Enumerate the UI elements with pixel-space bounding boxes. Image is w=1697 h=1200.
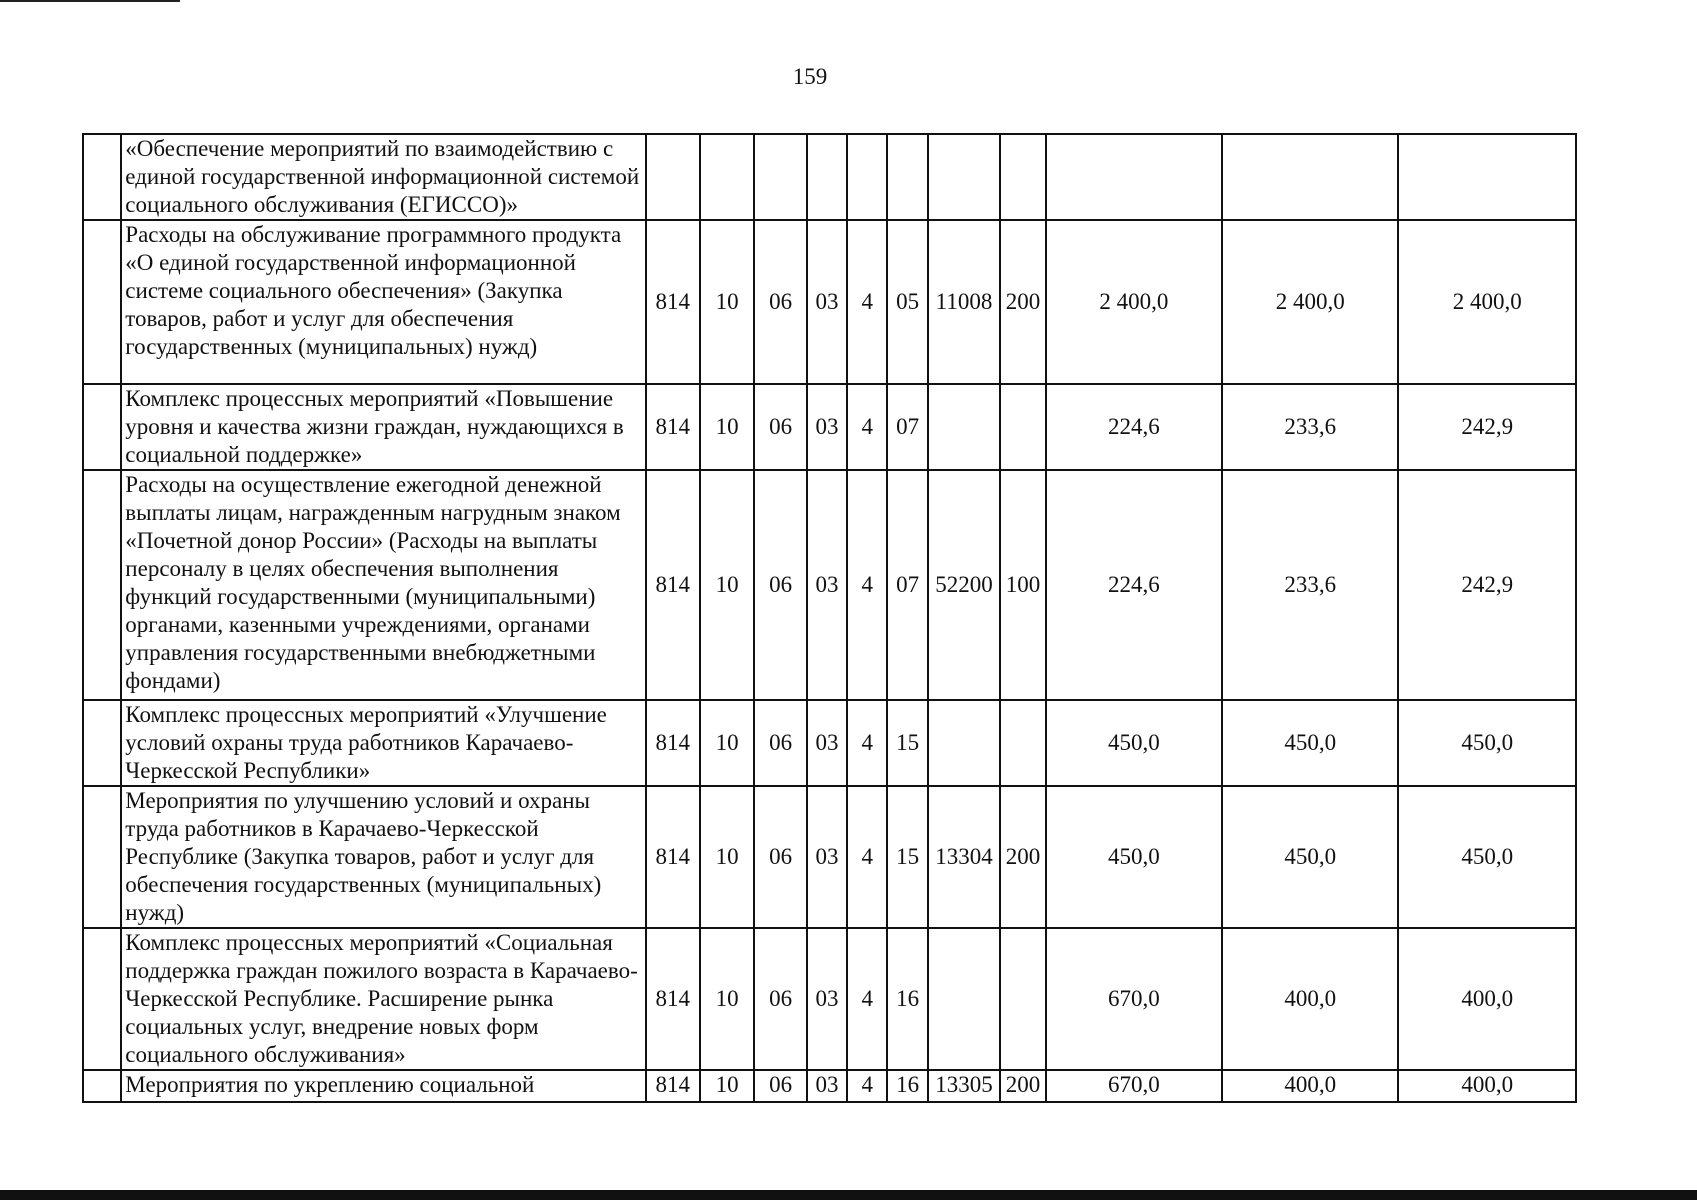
amount-year-1 — [1046, 134, 1222, 220]
amount-year-1: 450,0 — [1046, 786, 1222, 928]
code-expense-type — [1000, 134, 1045, 220]
row-description: Мероприятия по укреплению социальной — [121, 1070, 645, 1102]
row-index-cell — [83, 928, 121, 1070]
amount-year-3: 450,0 — [1398, 786, 1576, 928]
code-ministry: 814 — [646, 786, 700, 928]
code-subsection: 06 — [754, 470, 806, 700]
code-type: 4 — [847, 384, 887, 470]
code-section: 10 — [700, 470, 754, 700]
code-subsection: 06 — [754, 786, 806, 928]
code-direction: 13305 — [928, 1070, 1001, 1102]
code-complex: 05 — [887, 220, 927, 384]
code-type: 4 — [847, 220, 887, 384]
amount-year-3 — [1398, 134, 1576, 220]
code-program: 03 — [807, 1070, 847, 1102]
row-index-cell — [83, 700, 121, 786]
row-description: Комплекс процессных мероприятий «Повышение уровня и качества жизни граждан, нуждающихся в социальной поддержке» — [121, 384, 645, 470]
amount-year-3: 400,0 — [1398, 928, 1576, 1070]
code-type: 4 — [847, 470, 887, 700]
amount-year-1: 670,0 — [1046, 928, 1222, 1070]
table-row — [83, 700, 1576, 786]
code-type — [847, 134, 887, 220]
amount-year-1: 224,6 — [1046, 384, 1222, 470]
row-index-cell — [83, 134, 121, 220]
code-expense-type: 200 — [1000, 1070, 1045, 1102]
code-subsection: 06 — [754, 928, 806, 1070]
amount-year-3: 2 400,0 — [1398, 220, 1576, 384]
code-expense-type: 100 — [1000, 470, 1045, 700]
code-complex: 07 — [887, 384, 927, 470]
amount-year-1: 670,0 — [1046, 1070, 1222, 1102]
amount-year-3: 400,0 — [1398, 1070, 1576, 1102]
code-section: 10 — [700, 928, 754, 1070]
row-description: Комплекс процессных мероприятий «Улучшение условий охраны труда работников Карачаево-Черкесской Республики» — [121, 700, 645, 786]
code-ministry: 814 — [646, 384, 700, 470]
amount-year-2: 233,6 — [1222, 470, 1398, 700]
code-complex — [887, 134, 927, 220]
code-direction — [928, 134, 1001, 220]
code-ministry: 814 — [646, 700, 700, 786]
code-section: 10 — [700, 1070, 754, 1102]
row-description: «Обеспечение мероприятий по взаимодействию с единой государственной информационной системой социального обслуживания (ЕГИССО)» — [121, 134, 645, 220]
scan-edge-bar — [0, 1190, 1697, 1200]
table-row — [83, 928, 1576, 1070]
code-complex: 07 — [887, 470, 927, 700]
table-row — [83, 384, 1576, 470]
code-ministry: 814 — [646, 1070, 700, 1102]
amount-year-3: 242,9 — [1398, 470, 1576, 700]
row-index-cell — [83, 220, 121, 384]
row-description: Расходы на осуществление ежегодной денежной выплаты лицам, награжденным нагрудным знаком «Почетной донор России» (Расходы на выплаты персоналу в целях обеспечения выполнения функций государственными (муниципальными) органами, казенными учреждениями, органами управления государственными внебюджетными фондами) — [121, 470, 645, 700]
code-subsection: 06 — [754, 384, 806, 470]
code-type: 4 — [847, 928, 887, 1070]
code-program: 03 — [807, 928, 847, 1070]
table-row — [83, 786, 1576, 928]
row-index-cell — [83, 470, 121, 700]
code-expense-type: 200 — [1000, 220, 1045, 384]
scan-artifact-line — [0, 0, 180, 2]
table-row — [83, 1070, 1576, 1102]
code-subsection: 06 — [754, 220, 806, 384]
row-description: Комплекс процессных мероприятий «Социальная поддержка граждан пожилого возраста в Карачаево-Черкесской Республике. Расширение рынка социальных услуг, внедрение новых форм социального обслуживания» — [121, 928, 645, 1070]
code-expense-type — [1000, 700, 1045, 786]
amount-year-3: 450,0 — [1398, 700, 1576, 786]
code-section: 10 — [700, 220, 754, 384]
code-subsection: 06 — [754, 1070, 806, 1102]
code-program: 03 — [807, 470, 847, 700]
code-program: 03 — [807, 700, 847, 786]
code-type: 4 — [847, 700, 887, 786]
code-direction: 13304 — [928, 786, 1001, 928]
amount-year-2: 2 400,0 — [1222, 220, 1398, 384]
code-direction: 52200 — [928, 470, 1001, 700]
code-direction — [928, 384, 1001, 470]
amount-year-2 — [1222, 134, 1398, 220]
code-subsection — [754, 134, 806, 220]
code-subsection: 06 — [754, 700, 806, 786]
code-section: 10 — [700, 384, 754, 470]
code-section — [700, 134, 754, 220]
code-type: 4 — [847, 1070, 887, 1102]
table-row — [83, 220, 1576, 384]
row-index-cell — [83, 786, 121, 928]
budget-table — [82, 133, 1577, 1103]
code-expense-type — [1000, 928, 1045, 1070]
row-description: Мероприятия по улучшению условий и охраны труда работников в Карачаево-Черкесской Республике (Закупка товаров, работ и услуг для обеспечения государственных (муниципальных) нужд) — [121, 786, 645, 928]
code-direction: 11008 — [928, 220, 1001, 384]
amount-year-3: 242,9 — [1398, 384, 1576, 470]
amount-year-2: 400,0 — [1222, 1070, 1398, 1102]
code-ministry: 814 — [646, 928, 700, 1070]
code-program: 03 — [807, 220, 847, 384]
code-expense-type: 200 — [1000, 786, 1045, 928]
row-index-cell — [83, 384, 121, 470]
code-expense-type — [1000, 384, 1045, 470]
code-direction — [928, 700, 1001, 786]
row-index-cell — [83, 1070, 121, 1102]
code-complex: 15 — [887, 786, 927, 928]
code-ministry: 814 — [646, 470, 700, 700]
code-direction — [928, 928, 1001, 1070]
code-complex: 16 — [887, 1070, 927, 1102]
amount-year-1: 450,0 — [1046, 700, 1222, 786]
code-section: 10 — [700, 786, 754, 928]
code-program — [807, 134, 847, 220]
code-type: 4 — [847, 786, 887, 928]
amount-year-1: 224,6 — [1046, 470, 1222, 700]
code-ministry — [646, 134, 700, 220]
code-ministry: 814 — [646, 220, 700, 384]
table-row — [83, 134, 1576, 220]
code-program: 03 — [807, 786, 847, 928]
code-program: 03 — [807, 384, 847, 470]
amount-year-2: 450,0 — [1222, 786, 1398, 928]
amount-year-2: 400,0 — [1222, 928, 1398, 1070]
page-number: 159 — [792, 64, 828, 89]
amount-year-2: 233,6 — [1222, 384, 1398, 470]
amount-year-1: 2 400,0 — [1046, 220, 1222, 384]
row-description: Расходы на обслуживание программного продукта «О единой государственной информационной системе социального обеспечения» (Закупка товаров, работ и услуг для обеспечения государственных (муниципальных) нужд) — [121, 220, 645, 384]
code-complex: 15 — [887, 700, 927, 786]
table-row — [83, 470, 1576, 700]
code-section: 10 — [700, 700, 754, 786]
code-complex: 16 — [887, 928, 927, 1070]
amount-year-2: 450,0 — [1222, 700, 1398, 786]
